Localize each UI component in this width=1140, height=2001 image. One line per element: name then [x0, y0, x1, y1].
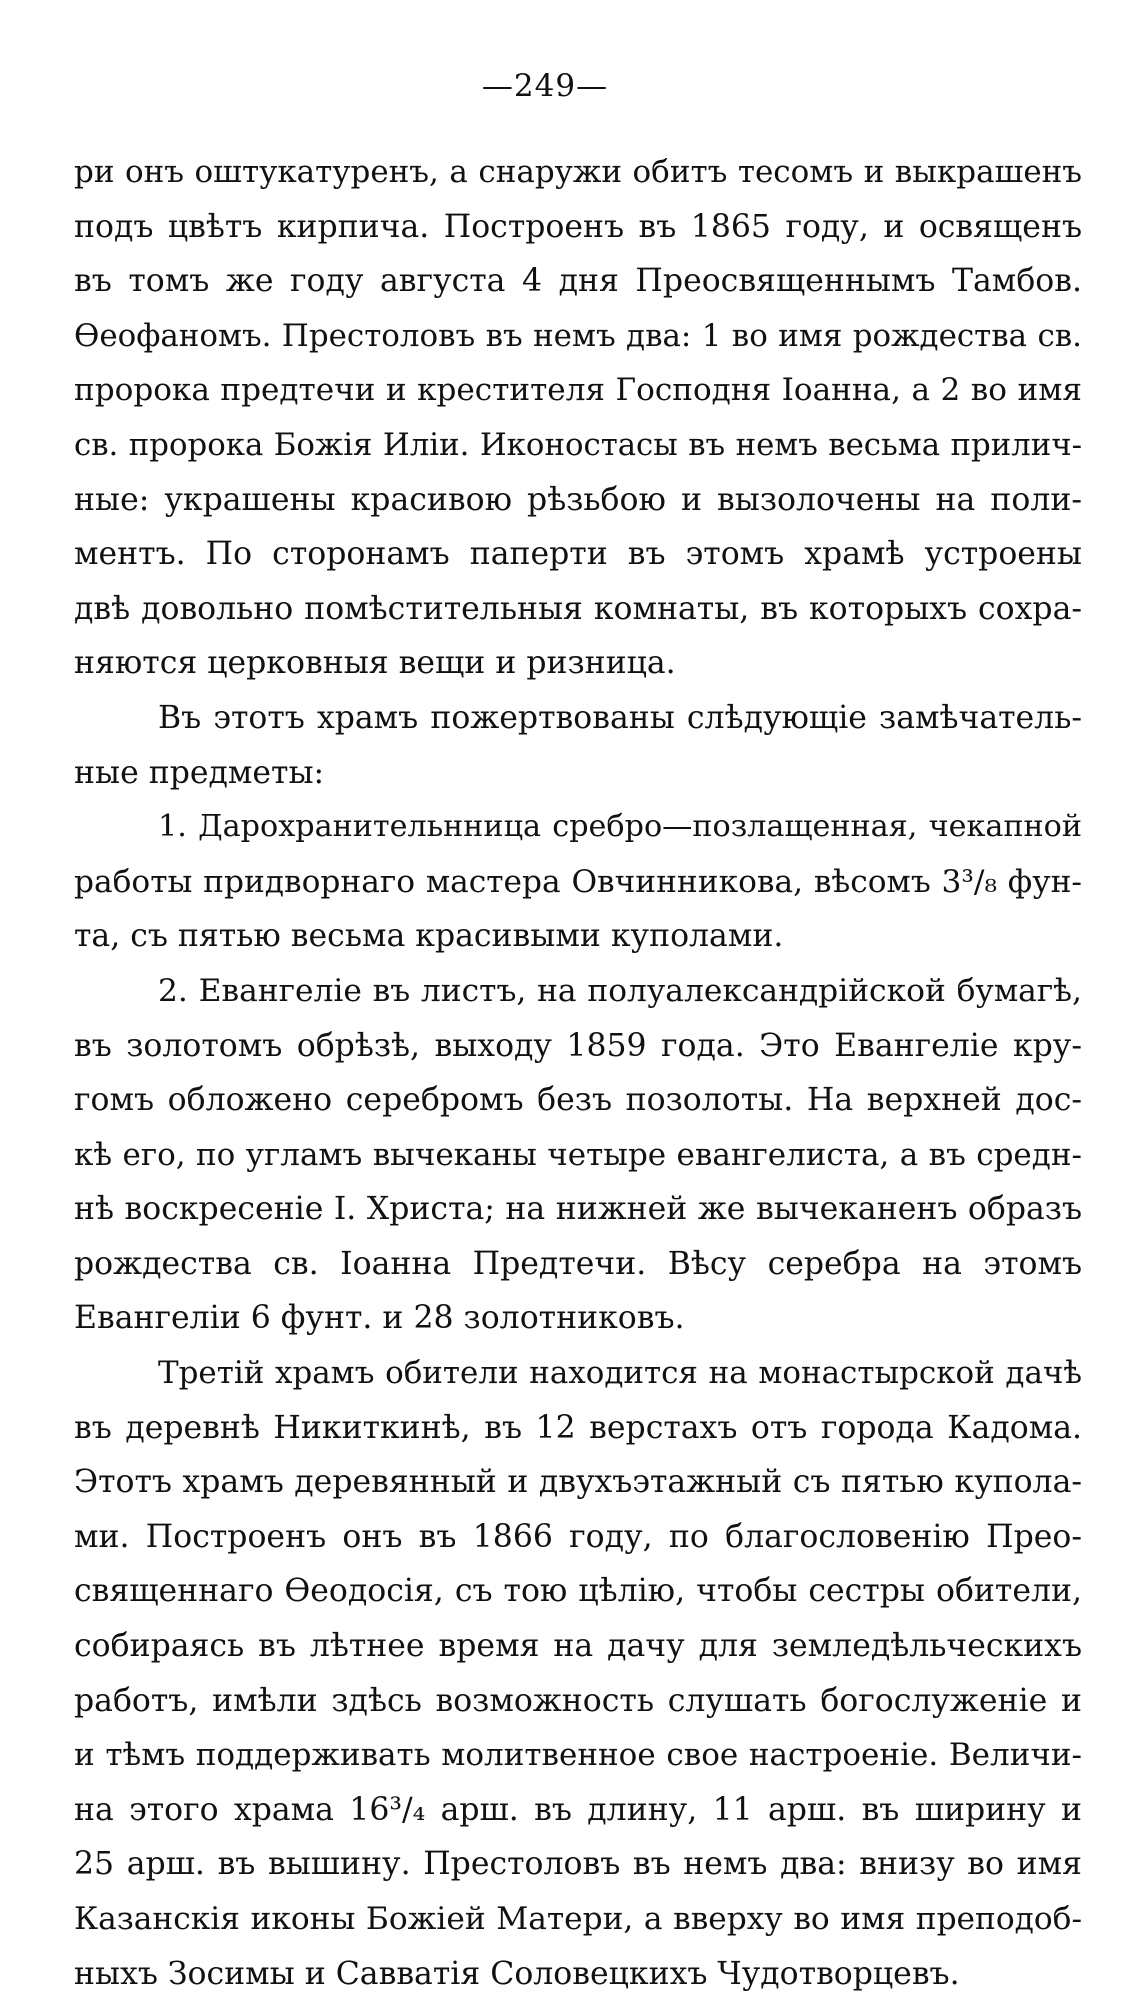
- page-text: [74, 145, 1082, 2001]
- text-line: работъ, имѣли здѣсь возможность слушать богослуженіе и: [74, 1682, 1082, 1719]
- text-line: кѣ его, по угламъ вычеканы четыре евангелиста, а въ средн-: [74, 1136, 1082, 1173]
- text-line: Ѳеофаномъ. Престоловъ въ немъ два: 1 во имя рождества св.: [74, 317, 1082, 354]
- text-line: гомъ обложено серебромъ безъ позолоты. На верхней дос-: [74, 1082, 1082, 1119]
- text-line: ные: украшены красивою рѣзьбою и вызолочены на поли-: [74, 481, 1082, 518]
- text-line: ные предметы:: [74, 754, 325, 791]
- text-line: пророка предтечи и крестителя Господня Іоанна, а 2 во имя: [74, 372, 1082, 409]
- text-line: собираясь въ лѣтнее время на дачу для земледѣльческихъ: [74, 1628, 1082, 1665]
- text-line: Казанскія иконы Божіей Матери, а вверху во имя преподоб-: [74, 1901, 1082, 1937]
- text-line: 2. Евангеліе въ листъ, на полуалександрійской бумагѣ,: [158, 972, 1082, 1009]
- text-line: и тѣмъ поддерживать молитвенное свое настроеніе. Величи-: [74, 1737, 1082, 1774]
- text-line: на этого храма 16³/₄ арш. въ длину, 11 арш. въ ширину и: [74, 1791, 1082, 1828]
- text-line: св. пророка Божія Иліи. Иконостасы въ немъ весьма прилич-: [74, 426, 1082, 463]
- text-line: въ золотомъ обрѣзѣ, выходу 1859 года. Это Евангеліе кру-: [74, 1027, 1082, 1064]
- text-line: Этотъ храмъ деревянный и двухъэтажный съ пятью купола-: [74, 1464, 1082, 1501]
- text-line: Третій храмъ обители находится на монастырской дачѣ: [158, 1355, 1082, 1392]
- text-line: въ деревнѣ Никиткинѣ, въ 12 верстахъ отъ города Кадома.: [74, 1409, 1082, 1446]
- text-line: Евангеліи 6 фунт. и 28 золотниковъ.: [74, 1300, 685, 1337]
- text-line: въ томъ же году августа 4 дня Преосвященнымъ Тамбов.: [74, 263, 1082, 300]
- text-line: нѣ воскресеніе І. Христа; на нижней же вычеканенъ образъ: [74, 1191, 1082, 1228]
- text-line: та, съ пятью весьма красивыми куполами.: [74, 918, 784, 955]
- text-line: подъ цвѣтъ кирпича. Построенъ въ 1865 году, и освященъ: [74, 208, 1082, 245]
- text-line: священнаго Ѳеодосія, съ тою цѣлію, чтобы сестры обители,: [74, 1573, 1082, 1610]
- text-line: работы придворнаго мастера Овчинникова, вѣсомъ 3³/₈ фун-: [74, 863, 1082, 900]
- text-line: ментъ. По сторонамъ паперти въ этомъ храмѣ устроены: [74, 536, 1082, 573]
- text-line: ныхъ Зосимы и Савватія Соловецкихъ Чудотворцевъ.: [74, 1955, 960, 1992]
- text-line: ри онъ оштукатуренъ, а снаружи обитъ тесомъ и выкрашенъ: [74, 154, 1082, 190]
- text-line: ми. Построенъ онъ въ 1866 году, по благословенію Прео-: [74, 1518, 1082, 1555]
- text-line: рождества св. Іоанна Предтечи. Вѣсу серебра на этомъ: [74, 1245, 1082, 1282]
- text-line: 1. Дарохранительнница сребро—позлащенная, чекапной: [158, 809, 1082, 845]
- text-line: Въ этотъ храмъ пожертвованы слѣдующіе замѣчатель-: [158, 699, 1082, 736]
- page-number: —249—: [481, 68, 609, 104]
- text-line: двѣ довольно помѣстительныя комнаты, въ которыхъ сохра-: [74, 590, 1082, 627]
- text-line: няются церковныя вещи и ризница.: [74, 645, 676, 682]
- text-line: 25 арш. въ вышину. Престоловъ въ немъ два: внизу во имя: [74, 1846, 1082, 1883]
